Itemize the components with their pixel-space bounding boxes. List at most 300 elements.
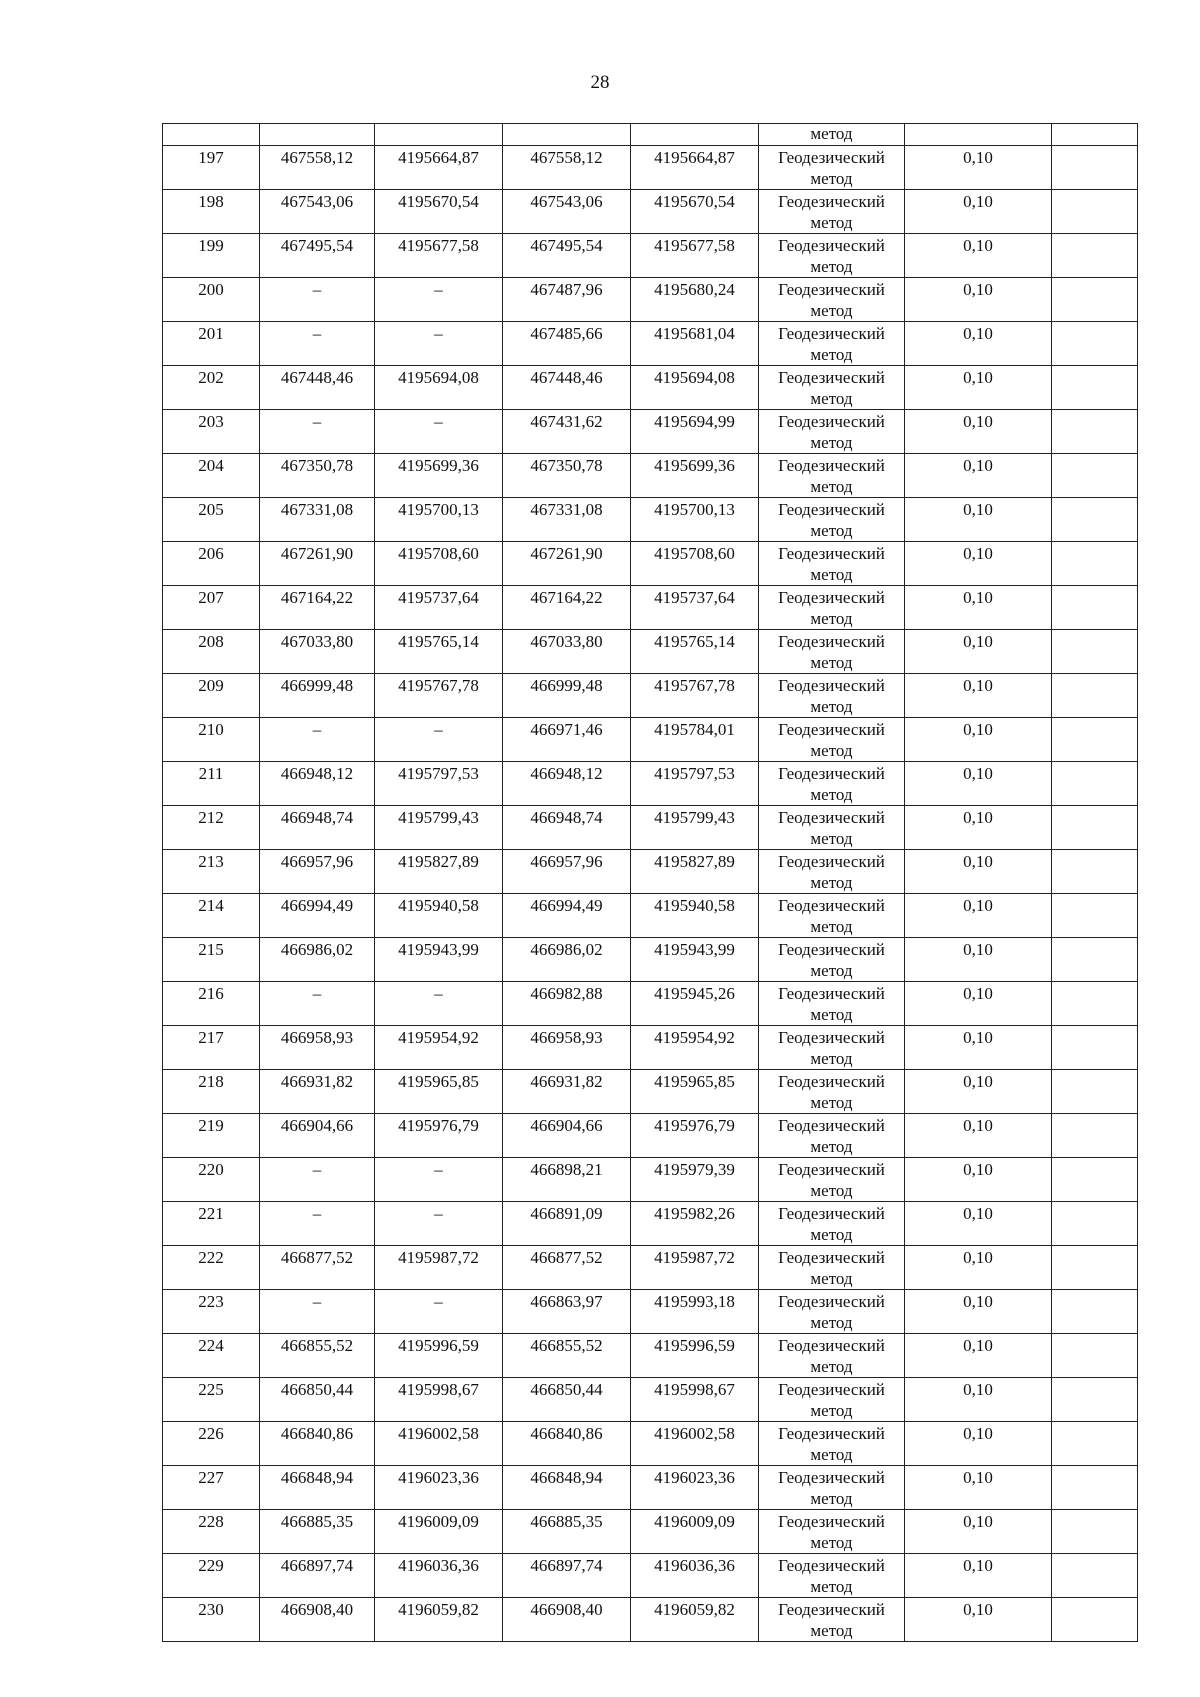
method-cell: [759, 1510, 905, 1554]
table-row: [163, 1422, 1138, 1466]
method-line-2: метод: [810, 389, 853, 408]
y-existing-cell: 4196059,82: [375, 1598, 503, 1642]
method-cell: [759, 322, 905, 366]
method-cell: [759, 982, 905, 1026]
y-refined-cell: 4196036,36: [631, 1554, 759, 1598]
x-refined-cell: 466957,96: [503, 850, 631, 894]
method-cell: [759, 762, 905, 806]
method-line-2: метод: [810, 873, 853, 892]
accuracy-cell: 0,10: [905, 1026, 1052, 1070]
method-line-1: Геодезический: [778, 1556, 885, 1575]
y-existing-cell: 4195765,14: [375, 630, 503, 674]
method-line-1: Геодезический: [778, 1512, 885, 1531]
y-refined-cell: 4195767,78: [631, 674, 759, 718]
method-line-2: метод: [810, 1093, 853, 1112]
y-refined-cell: 4195680,24: [631, 278, 759, 322]
y-existing-cell: 4195767,78: [375, 674, 503, 718]
x-refined-cell: 467495,54: [503, 234, 631, 278]
x-refined-cell: 467558,12: [503, 146, 631, 190]
point-number-cell: 229: [163, 1554, 260, 1598]
method-line-1: Геодезический: [778, 1116, 885, 1135]
y-refined-cell: 4195677,58: [631, 234, 759, 278]
y-refined-cell: 4196023,36: [631, 1466, 759, 1510]
accuracy-cell: 0,10: [905, 542, 1052, 586]
accuracy-cell: 0,10: [905, 1202, 1052, 1246]
table-row: [163, 190, 1138, 234]
extra-cell: [1052, 1466, 1138, 1510]
method-line-2: метод: [810, 433, 853, 452]
table-row: [163, 1202, 1138, 1246]
method-cell: [759, 278, 905, 322]
y-refined-cell: 4195694,08: [631, 366, 759, 410]
method-cell: [759, 1554, 905, 1598]
method-line-1: Геодезический: [778, 1248, 885, 1267]
accuracy-cell: 0,10: [905, 366, 1052, 410]
table-cell: [163, 124, 260, 146]
method-line-1: Геодезический: [778, 1336, 885, 1355]
method-line-1: Геодезический: [778, 1028, 885, 1047]
x-existing-cell: 466855,52: [260, 1334, 375, 1378]
y-existing-cell: 4195797,53: [375, 762, 503, 806]
x-existing-cell: 466957,96: [260, 850, 375, 894]
extra-cell: [1052, 1114, 1138, 1158]
method-line-2: метод: [810, 565, 853, 584]
point-number-cell: 207: [163, 586, 260, 630]
x-refined-cell: 467448,46: [503, 366, 631, 410]
y-existing-cell: 4196023,36: [375, 1466, 503, 1510]
method-line-1: Геодезический: [778, 544, 885, 563]
x-refined-cell: 467164,22: [503, 586, 631, 630]
accuracy-cell: 0,10: [905, 630, 1052, 674]
table-row: [163, 762, 1138, 806]
method-cell: [759, 366, 905, 410]
point-number-cell: 228: [163, 1510, 260, 1554]
accuracy-cell: 0,10: [905, 190, 1052, 234]
x-existing-cell: –: [260, 278, 375, 322]
extra-cell: [1052, 1554, 1138, 1598]
x-refined-cell: 466848,94: [503, 1466, 631, 1510]
method-cell: [759, 542, 905, 586]
point-number-cell: 208: [163, 630, 260, 674]
y-refined-cell: 4195945,26: [631, 982, 759, 1026]
method-line-2: метод: [810, 1489, 853, 1508]
extra-cell: [1052, 1422, 1138, 1466]
method-line-1: Геодезический: [778, 632, 885, 651]
x-existing-cell: 466904,66: [260, 1114, 375, 1158]
point-number-cell: 210: [163, 718, 260, 762]
x-refined-cell: 466986,02: [503, 938, 631, 982]
point-number-cell: 203: [163, 410, 260, 454]
method-line-1: Геодезический: [778, 368, 885, 387]
x-refined-cell: 466863,97: [503, 1290, 631, 1334]
point-number-cell: 218: [163, 1070, 260, 1114]
y-refined-cell: 4195670,54: [631, 190, 759, 234]
y-existing-cell: 4195965,85: [375, 1070, 503, 1114]
table-row: [163, 1070, 1138, 1114]
y-existing-cell: –: [375, 1202, 503, 1246]
extra-cell: [1052, 278, 1138, 322]
method-line-2: метод: [810, 1269, 853, 1288]
method-line-2: метод: [810, 917, 853, 936]
x-existing-cell: 467543,06: [260, 190, 375, 234]
x-refined-cell: 466840,86: [503, 1422, 631, 1466]
x-existing-cell: 466850,44: [260, 1378, 375, 1422]
page-number: 28: [590, 72, 610, 93]
table-row: [163, 1114, 1138, 1158]
y-existing-cell: 4195976,79: [375, 1114, 503, 1158]
x-existing-cell: 466986,02: [260, 938, 375, 982]
table-row: [163, 366, 1138, 410]
method-line-2: метод: [810, 741, 853, 760]
extra-cell: [1052, 718, 1138, 762]
method-line-1: Геодезический: [778, 456, 885, 475]
y-existing-cell: 4195670,54: [375, 190, 503, 234]
method-line-1: Геодезический: [778, 984, 885, 1003]
extra-cell: [1052, 146, 1138, 190]
method-line-2: метод: [810, 1313, 853, 1332]
y-existing-cell: 4195799,43: [375, 806, 503, 850]
x-refined-cell: 466931,82: [503, 1070, 631, 1114]
method-line-2: метод: [810, 169, 853, 188]
point-number-cell: 209: [163, 674, 260, 718]
extra-cell: [1052, 498, 1138, 542]
table-row: [163, 586, 1138, 630]
x-existing-cell: 467033,80: [260, 630, 375, 674]
method-line-2: метод: [810, 477, 853, 496]
x-existing-cell: 466994,49: [260, 894, 375, 938]
accuracy-cell: 0,10: [905, 806, 1052, 850]
method-line-1: Геодезический: [778, 1160, 885, 1179]
y-existing-cell: 4195677,58: [375, 234, 503, 278]
y-refined-cell: 4195797,53: [631, 762, 759, 806]
point-number-cell: 224: [163, 1334, 260, 1378]
table-cell: [631, 124, 759, 146]
x-existing-cell: 466897,74: [260, 1554, 375, 1598]
method-cell: [759, 938, 905, 982]
table-row: [163, 718, 1138, 762]
x-refined-cell: 467331,08: [503, 498, 631, 542]
method-line-2: метод: [810, 213, 853, 232]
method-line-1: Геодезический: [778, 1380, 885, 1399]
method-line-2: метод: [810, 961, 853, 980]
table-row: [163, 1598, 1138, 1642]
method-cell: [759, 1246, 905, 1290]
table-row: [163, 278, 1138, 322]
x-refined-cell: 466891,09: [503, 1202, 631, 1246]
method-cell: [759, 1114, 905, 1158]
method-line-2: метод: [810, 1005, 853, 1024]
method-line-1: Геодезический: [778, 324, 885, 343]
method-line-2: метод: [810, 1049, 853, 1068]
table-row: [163, 234, 1138, 278]
accuracy-cell: 0,10: [905, 938, 1052, 982]
x-refined-cell: 466897,74: [503, 1554, 631, 1598]
x-refined-cell: 466908,40: [503, 1598, 631, 1642]
accuracy-cell: 0,10: [905, 498, 1052, 542]
table-row: [163, 1466, 1138, 1510]
extra-cell: [1052, 1598, 1138, 1642]
method-line-1: Геодезический: [778, 280, 885, 299]
x-existing-cell: 467495,54: [260, 234, 375, 278]
extra-cell: [1052, 190, 1138, 234]
y-existing-cell: 4195708,60: [375, 542, 503, 586]
method-line-2: метод: [810, 257, 853, 276]
x-refined-cell: 467487,96: [503, 278, 631, 322]
point-number-cell: 198: [163, 190, 260, 234]
table-row: [163, 1246, 1138, 1290]
point-number-cell: 227: [163, 1466, 260, 1510]
table-cell: [1052, 124, 1138, 146]
x-existing-cell: 466931,82: [260, 1070, 375, 1114]
table-row: [163, 146, 1138, 190]
y-existing-cell: 4196036,36: [375, 1554, 503, 1598]
accuracy-cell: 0,10: [905, 1334, 1052, 1378]
y-existing-cell: 4195664,87: [375, 146, 503, 190]
x-refined-cell: 466948,74: [503, 806, 631, 850]
table-row: [163, 1510, 1138, 1554]
accuracy-cell: 0,10: [905, 1554, 1052, 1598]
method-line-2: метод: [810, 829, 853, 848]
x-existing-cell: 467558,12: [260, 146, 375, 190]
table-row: [163, 894, 1138, 938]
y-refined-cell: 4195993,18: [631, 1290, 759, 1334]
method-line-1: Геодезический: [778, 412, 885, 431]
extra-cell: [1052, 410, 1138, 454]
extra-cell: [1052, 806, 1138, 850]
y-existing-cell: –: [375, 982, 503, 1026]
y-refined-cell: 4196009,09: [631, 1510, 759, 1554]
point-number-cell: 214: [163, 894, 260, 938]
x-existing-cell: –: [260, 1202, 375, 1246]
y-existing-cell: –: [375, 1290, 503, 1334]
method-line-2: метод: [810, 1533, 853, 1552]
extra-cell: [1052, 1202, 1138, 1246]
table-row: [163, 542, 1138, 586]
extra-cell: [1052, 850, 1138, 894]
x-existing-cell: 467261,90: [260, 542, 375, 586]
method-line-1: Геодезический: [778, 500, 885, 519]
y-refined-cell: 4195987,72: [631, 1246, 759, 1290]
method-line-2: метод: [810, 1181, 853, 1200]
x-refined-cell: 467431,62: [503, 410, 631, 454]
method-line-2: метод: [810, 345, 853, 364]
table-row: [163, 850, 1138, 894]
x-refined-cell: 466982,88: [503, 982, 631, 1026]
method-cell: [759, 586, 905, 630]
method-cell: [759, 1378, 905, 1422]
point-number-cell: 219: [163, 1114, 260, 1158]
x-refined-cell: 466904,66: [503, 1114, 631, 1158]
method-cell: [759, 1202, 905, 1246]
extra-cell: [1052, 674, 1138, 718]
y-existing-cell: 4195954,92: [375, 1026, 503, 1070]
table-row: [163, 938, 1138, 982]
y-refined-cell: 4195765,14: [631, 630, 759, 674]
accuracy-cell: 0,10: [905, 1598, 1052, 1642]
x-refined-cell: 466999,48: [503, 674, 631, 718]
y-existing-cell: 4195694,08: [375, 366, 503, 410]
y-refined-cell: 4195979,39: [631, 1158, 759, 1202]
accuracy-cell: 0,10: [905, 234, 1052, 278]
x-existing-cell: 467164,22: [260, 586, 375, 630]
method-line-1: Геодезический: [778, 1204, 885, 1223]
table-cell: [905, 124, 1052, 146]
table-row: [163, 806, 1138, 850]
accuracy-cell: 0,10: [905, 1422, 1052, 1466]
table-cell: [375, 124, 503, 146]
method-line-1: Геодезический: [778, 896, 885, 915]
point-number-cell: 197: [163, 146, 260, 190]
y-refined-cell: 4195998,67: [631, 1378, 759, 1422]
y-existing-cell: –: [375, 410, 503, 454]
accuracy-cell: 0,10: [905, 718, 1052, 762]
method-line-1: Геодезический: [778, 676, 885, 695]
accuracy-cell: 0,10: [905, 586, 1052, 630]
method-cell: [759, 1334, 905, 1378]
method-cell: [759, 1290, 905, 1334]
table-row: [163, 1158, 1138, 1202]
x-existing-cell: 466840,86: [260, 1422, 375, 1466]
extra-cell: [1052, 366, 1138, 410]
point-number-cell: 216: [163, 982, 260, 1026]
point-number-cell: 211: [163, 762, 260, 806]
x-existing-cell: 466948,74: [260, 806, 375, 850]
accuracy-cell: 0,10: [905, 278, 1052, 322]
method-cell: [759, 234, 905, 278]
point-number-cell: 223: [163, 1290, 260, 1334]
x-refined-cell: 466877,52: [503, 1246, 631, 1290]
y-existing-cell: 4195987,72: [375, 1246, 503, 1290]
x-refined-cell: 467485,66: [503, 322, 631, 366]
method-line-2: метод: [810, 785, 853, 804]
method-line-2: метод: [810, 609, 853, 628]
y-refined-cell: 4195976,79: [631, 1114, 759, 1158]
table-row: [163, 982, 1138, 1026]
accuracy-cell: 0,10: [905, 674, 1052, 718]
method-line-2: метод: [810, 697, 853, 716]
x-refined-cell: 466971,46: [503, 718, 631, 762]
point-number-cell: 205: [163, 498, 260, 542]
coordinates-table: [162, 123, 1138, 1642]
table-row: [163, 322, 1138, 366]
extra-cell: [1052, 586, 1138, 630]
x-existing-cell: –: [260, 718, 375, 762]
point-number-cell: 225: [163, 1378, 260, 1422]
accuracy-cell: 0,10: [905, 1158, 1052, 1202]
method-line-1: Геодезический: [778, 764, 885, 783]
y-refined-cell: 4195699,36: [631, 454, 759, 498]
extra-cell: [1052, 938, 1138, 982]
method-cell: [759, 674, 905, 718]
y-existing-cell: 4195737,64: [375, 586, 503, 630]
x-existing-cell: 466848,94: [260, 1466, 375, 1510]
table-cell: [260, 124, 375, 146]
method-line-2: метод: [810, 653, 853, 672]
point-number-cell: 212: [163, 806, 260, 850]
method-cell: [759, 630, 905, 674]
continuation-row: [163, 124, 1138, 146]
y-refined-cell: 4195965,85: [631, 1070, 759, 1114]
method-line-1: Геодезический: [778, 1600, 885, 1619]
x-refined-cell: 467033,80: [503, 630, 631, 674]
y-existing-cell: 4195700,13: [375, 498, 503, 542]
extra-cell: [1052, 1070, 1138, 1114]
extra-cell: [1052, 1510, 1138, 1554]
method-line-1: Геодезический: [778, 192, 885, 211]
method-line-2: метод: [810, 521, 853, 540]
method-line-1: Геодезический: [778, 1424, 885, 1443]
method-line-2: метод: [810, 1401, 853, 1420]
y-refined-cell: 4196059,82: [631, 1598, 759, 1642]
method-line-2: метод: [810, 1225, 853, 1244]
table-row: [163, 1378, 1138, 1422]
point-number-cell: 222: [163, 1246, 260, 1290]
x-existing-cell: 466999,48: [260, 674, 375, 718]
y-refined-cell: 4195982,26: [631, 1202, 759, 1246]
y-existing-cell: 4195943,99: [375, 938, 503, 982]
method-cell: [759, 1466, 905, 1510]
x-existing-cell: 466948,12: [260, 762, 375, 806]
x-refined-cell: 466850,44: [503, 1378, 631, 1422]
method-cell: [759, 498, 905, 542]
x-refined-cell: 467350,78: [503, 454, 631, 498]
method-line-2: метод: [810, 301, 853, 320]
x-existing-cell: –: [260, 1158, 375, 1202]
y-existing-cell: –: [375, 718, 503, 762]
point-number-cell: 213: [163, 850, 260, 894]
x-existing-cell: 467350,78: [260, 454, 375, 498]
accuracy-cell: 0,10: [905, 894, 1052, 938]
extra-cell: [1052, 234, 1138, 278]
method-line-2: метод: [810, 1137, 853, 1156]
x-existing-cell: –: [260, 1290, 375, 1334]
x-existing-cell: 467448,46: [260, 366, 375, 410]
extra-cell: [1052, 454, 1138, 498]
table-row: [163, 674, 1138, 718]
method-line-1: Геодезический: [778, 148, 885, 167]
y-refined-cell: 4195940,58: [631, 894, 759, 938]
x-existing-cell: –: [260, 322, 375, 366]
y-refined-cell: 4195996,59: [631, 1334, 759, 1378]
y-existing-cell: –: [375, 322, 503, 366]
point-number-cell: 226: [163, 1422, 260, 1466]
method-cell: [759, 146, 905, 190]
accuracy-cell: 0,10: [905, 762, 1052, 806]
accuracy-cell: 0,10: [905, 454, 1052, 498]
method-line-2: метод: [810, 1577, 853, 1596]
method-line-1: Геодезический: [778, 940, 885, 959]
accuracy-cell: 0,10: [905, 1510, 1052, 1554]
method-line-1: Геодезический: [778, 852, 885, 871]
x-existing-cell: –: [260, 410, 375, 454]
x-existing-cell: 466885,35: [260, 1510, 375, 1554]
accuracy-cell: 0,10: [905, 982, 1052, 1026]
x-existing-cell: 466877,52: [260, 1246, 375, 1290]
accuracy-cell: 0,10: [905, 1290, 1052, 1334]
point-number-cell: 215: [163, 938, 260, 982]
point-number-cell: 200: [163, 278, 260, 322]
method-line-2: метод: [810, 1357, 853, 1376]
extra-cell: [1052, 982, 1138, 1026]
y-existing-cell: 4196009,09: [375, 1510, 503, 1554]
y-refined-cell: 4195664,87: [631, 146, 759, 190]
y-refined-cell: 4196002,58: [631, 1422, 759, 1466]
table-row: [163, 630, 1138, 674]
method-cell: [759, 190, 905, 234]
x-refined-cell: 466885,35: [503, 1510, 631, 1554]
extra-cell: [1052, 322, 1138, 366]
accuracy-cell: 0,10: [905, 1114, 1052, 1158]
